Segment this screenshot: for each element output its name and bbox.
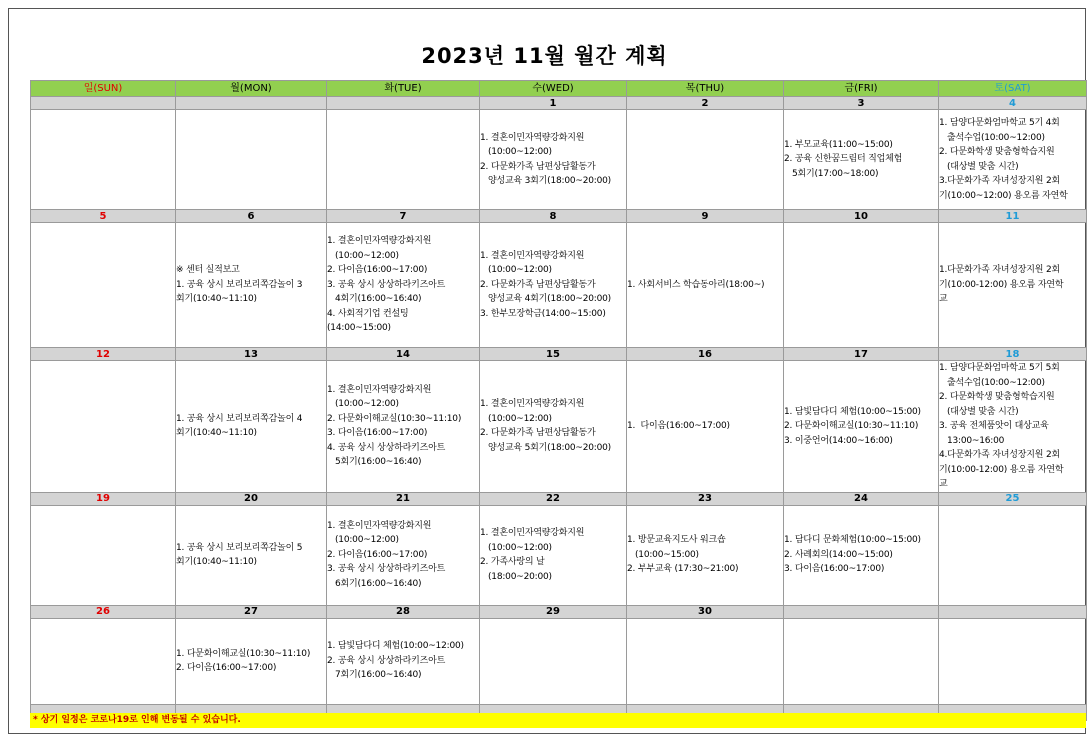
weekday-header-sun: 일(SUN) [31,81,176,97]
day-cell [784,618,939,704]
event-line: 교 [939,479,948,489]
event-line: (10:00~12:00) [327,535,399,546]
event-line: 회기(10:40~11:10) [176,557,257,567]
event-line: 1. 결혼이민자역량강화지원 [480,250,585,261]
weekday-header-thu: 목(THU) [627,81,784,97]
date-row [31,97,1087,110]
event-line: 양성교육 3회기(18:00~20:00) [480,176,611,186]
date-row [31,605,1087,618]
event-line: (10:00~12:00) [327,250,399,261]
event-line: 13:00~16:00 [939,435,1005,446]
date-number: 22 [480,492,627,505]
event-line: 1. 결혼이민자역량강화지원 [327,520,432,531]
date-number: 15 [480,348,627,361]
event-line: 3. 공육 상시 상상하라키즈아트 [327,564,446,575]
day-cell [327,505,480,605]
event-line: 1. 담양다문화엄마학교 5기 4회 [939,118,1060,128]
date-number [327,97,480,110]
event-line: 4. 공육 상시 상상하라키즈아트 [327,442,446,453]
event-line: 2. 다문화학생 맞춤형학습지원 [939,392,1055,402]
date-number: 26 [31,605,176,618]
date-number: 29 [480,605,627,618]
event-line: 1. 담빛담다디 체험(10:00~15:00) [784,406,921,417]
date-number: 17 [784,348,939,361]
day-cell [939,361,1087,493]
event-line: 1. 공육 상시 보리보리쪽감놀이 3 [176,279,303,290]
event-line: 2. 부부교육 (17:30~21:00) [627,564,739,575]
event-row [31,618,1087,704]
page-title: 2023년 11월 월간 계획 [421,44,668,68]
event-line: 1. 담빛담다디 체험(10:00~12:00) [327,641,464,652]
day-cell [31,505,176,605]
weekday-header-tue: 화(TUE) [327,81,480,97]
day-cell [176,361,327,493]
date-number: 27 [176,605,327,618]
event-line: 3. 한부모장학금(14:00~15:00) [480,308,606,319]
event-line: 6회기(16:00~16:40) [327,578,422,589]
event-row [31,361,1087,493]
date-row [31,348,1087,361]
day-cell [480,618,627,704]
date-number: 19 [31,492,176,505]
day-cell [31,361,176,493]
event-line: 2. 다문화이해교실(10:30~11:10) [327,413,462,424]
event-line: 5회기(17:00~18:00) [784,168,879,179]
event-line: 4회기(16:00~16:40) [327,294,422,305]
day-cell [627,223,784,348]
event-line: (10:00~12:00) [327,399,399,410]
event-line: (10:00~15:00) [627,549,699,560]
event-line: (18:00~20:00) [480,571,552,582]
day-cell [939,110,1087,210]
date-number: 9 [627,210,784,223]
event-line: 1. 공육 상시 보리보리쪽감놀이 4 [176,413,303,424]
event-line: 기(10:00-12:00) 용오름 자연학 [939,464,1064,475]
day-cell [176,110,327,210]
event-line: 2. 다문화학생 맞춤형학습지원 [939,147,1055,157]
day-cell [939,505,1087,605]
event-line: 1. 공육 상시 보리보리쪽감놀이 5 [176,542,303,553]
event-line: ※ 센터 실적보고 [176,265,240,276]
event-line: 3. 공육 전체품앗이 대상교육 [939,421,1049,431]
event-line: 회기(10:40~11:10) [176,294,257,305]
event-line: 기(10:00~12:00) 용오름 자연학 [939,190,1068,201]
day-cell [627,110,784,210]
day-cell [627,505,784,605]
event-line: 2. 다이음(16:00~17:00) [327,265,428,276]
event-line: 2. 다문화가족 남편상담활동가 [480,279,596,290]
event-line: (10:00~12:00) [480,413,552,424]
date-number: 18 [939,348,1087,361]
day-cell [480,361,627,493]
event-line: 3. 다이음(16:00~17:00) [327,428,428,439]
event-row [31,505,1087,605]
event-row [31,223,1087,348]
event-line: 2. 가족사랑의 날 [480,557,545,567]
event-line: 1. 부모교육(11:00~15:00) [784,139,893,150]
event-line: (대상별 맞춤 시간) [939,406,1019,417]
day-cell [327,110,480,210]
event-line: 2. 공육 신한꿈드림터 직업체험 [784,154,903,165]
date-number: 23 [627,492,784,505]
event-line: 양성교육 5회기(18:00~20:00) [480,442,611,453]
date-number: 30 [627,605,784,618]
date-number: 13 [176,348,327,361]
date-number: 10 [784,210,939,223]
event-line: 1. 결혼이민자역량강화지원 [480,132,585,143]
footer-note: * 상기 일정은 코로나19로 인해 변동될 수 있습니다. [30,713,1086,728]
day-cell [627,361,784,493]
event-line: 1. 결혼이민자역량강화지원 [327,236,432,247]
date-number: 25 [939,492,1087,505]
day-cell [784,361,939,493]
date-number: 11 [939,210,1087,223]
event-line: 2. 사례회의(14:00~15:00) [784,549,893,560]
event-line: 2. 다이음(16:00~17:00) [327,549,428,560]
event-line: (10:00~12:00) [480,542,552,553]
date-number [939,605,1087,618]
day-cell [327,618,480,704]
event-line: 출석수업(10:00~12:00) [939,377,1045,388]
event-line: 1. 다이음(16:00~17:00) [627,421,730,431]
event-line: 회기(10:40~11:10) [176,428,257,439]
event-line: 3. 이중언어(14:00~16:00) [784,435,893,446]
date-number: 8 [480,210,627,223]
event-line: (10:00~12:00) [480,147,552,157]
date-row [31,492,1087,505]
event-line: 기(10:00-12:00) 용오름 자연학 [939,279,1064,290]
event-line: 1. 다문화이해교실(10:30~11:10) [176,648,311,659]
event-line: 1. 방문교육지도사 워크숍 [627,535,726,546]
date-number: 3 [784,97,939,110]
date-number: 7 [327,210,480,223]
date-number: 28 [327,605,480,618]
event-line: 출석수업(10:00~12:00) [939,132,1045,143]
day-cell [327,361,480,493]
event-line: 3. 다이음(16:00~17:00) [784,564,885,575]
event-line: 2. 다문화이해교실(10:30~11:10) [784,421,919,431]
day-cell [176,505,327,605]
day-cell [480,223,627,348]
date-number: 24 [784,492,939,505]
date-number: 6 [176,210,327,223]
event-line: 1. 결혼이민자역량강화지원 [480,528,585,538]
day-cell [784,223,939,348]
date-number [31,97,176,110]
event-line: 2. 다문화가족 남편상담활동가 [480,428,596,439]
weekday-header-row [31,81,1087,97]
day-cell [31,618,176,704]
weekday-header-sat: 토(SAT) [939,81,1087,97]
weekday-header-wed: 수(WED) [480,81,627,97]
day-cell [480,110,627,210]
day-cell [176,223,327,348]
event-line: 3. 공육 상시 상상하라키즈아트 [327,279,446,290]
day-cell [627,618,784,704]
date-number: 1 [480,97,627,110]
event-line: (14:00~15:00) [327,323,391,334]
date-number: 4 [939,97,1087,110]
event-line: 7회기(16:00~16:40) [327,670,422,681]
day-cell [176,618,327,704]
calendar-table [30,80,1087,721]
event-row [31,110,1087,210]
event-line: 2. 다이음(16:00~17:00) [176,663,277,673]
event-line: 2. 다문화가족 남편상담활동가 [480,161,596,172]
date-number: 20 [176,492,327,505]
date-number [784,605,939,618]
date-number: 16 [627,348,784,361]
day-cell [939,223,1087,348]
day-cell [784,110,939,210]
event-line: 2. 공육 상시 상상하라키즈아트 [327,655,446,666]
event-line: (대상별 맞춤 시간) [939,161,1019,172]
day-cell [784,505,939,605]
date-number: 21 [327,492,480,505]
day-cell [31,110,176,210]
event-line: 4. 사회적기업 컨설팅 [327,308,409,319]
date-number: 12 [31,348,176,361]
date-number: 14 [327,348,480,361]
event-line: 1. 담양다문화엄마학교 5기 5회 [939,363,1060,373]
event-line: 1. 담다디 문화체험(10:00~15:00) [784,535,921,546]
event-line: 1. 사회서비스 학습동아리(18:00~) [627,279,765,290]
event-line: 교 [939,294,948,305]
event-line: 1. 결혼이민자역량강화지원 [480,399,585,410]
weekday-header-fri: 금(FRI) [784,81,939,97]
weekday-header-mon: 월(MON) [176,81,327,97]
day-cell [327,223,480,348]
day-cell [480,505,627,605]
event-line: 1.다문화가족 자녀성장지원 2회 [939,265,1060,276]
day-cell [939,618,1087,704]
date-row [31,210,1087,223]
event-line: 4.다문화가족 자녀성장지원 2회 [939,450,1060,460]
date-number: 5 [31,210,176,223]
event-line: 5회기(16:00~16:40) [327,457,422,468]
day-cell [31,223,176,348]
date-number [176,97,327,110]
event-line: 3.다문화가족 자녀성장지원 2회 [939,176,1060,186]
event-line: (10:00~12:00) [480,265,552,276]
event-line: 1. 결혼이민자역량강화지원 [327,384,432,395]
date-number: 2 [627,97,784,110]
event-line: 양성교육 4회기(18:00~20:00) [480,294,611,305]
